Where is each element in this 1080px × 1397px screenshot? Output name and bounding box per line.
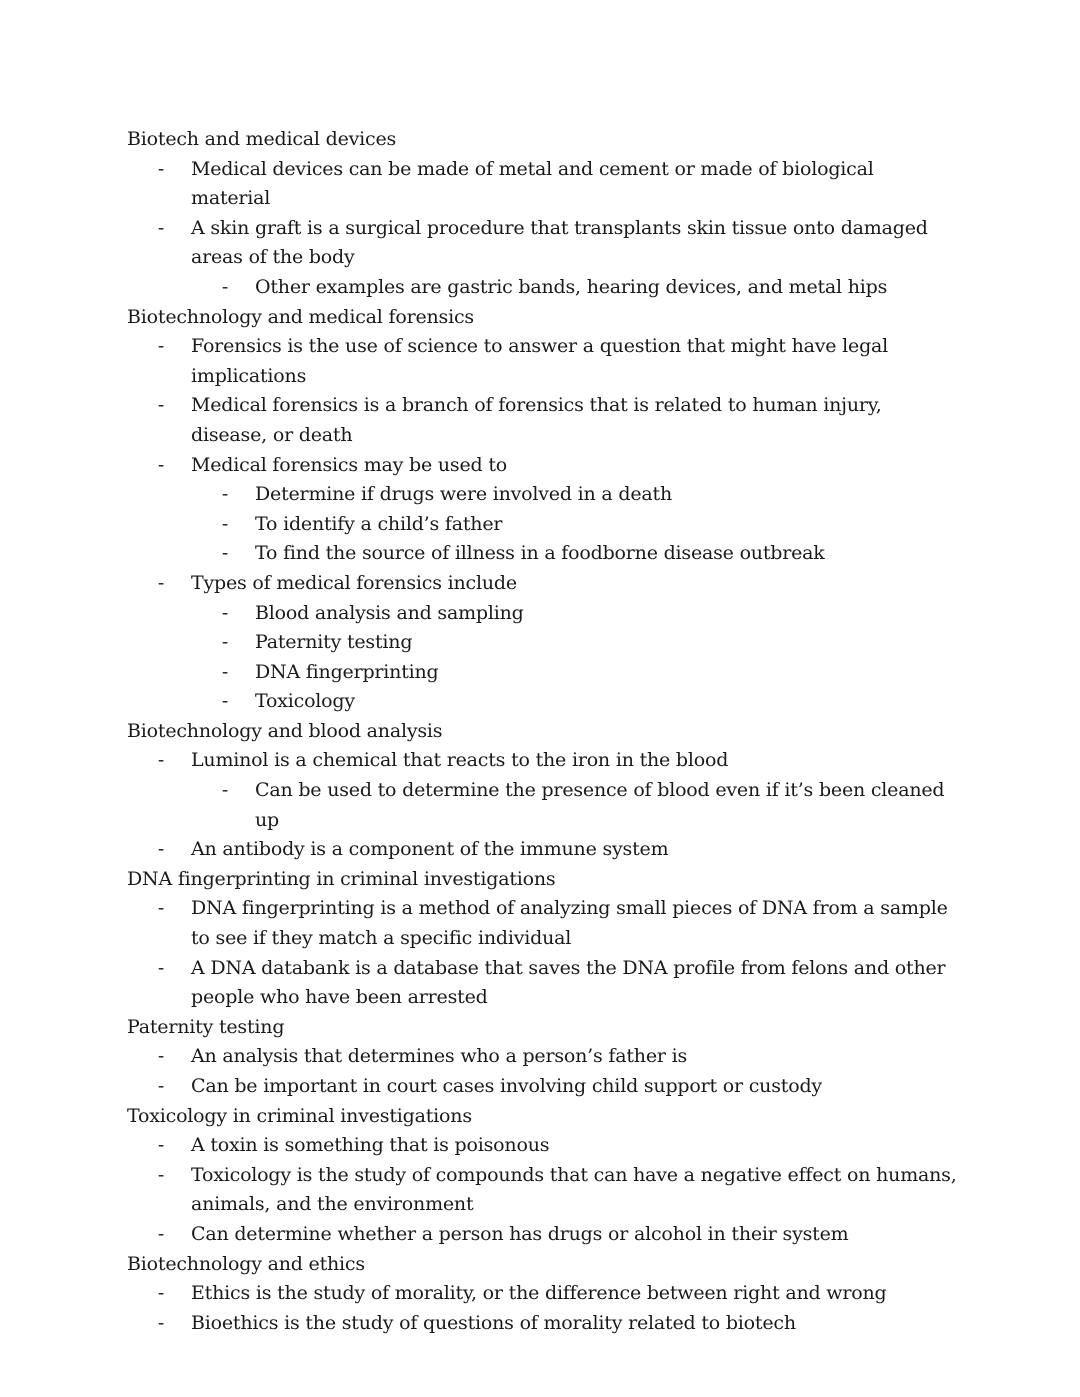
- dash-bullet-icon: -: [157, 1163, 165, 1186]
- list-item-text: Types of medical forensics include: [191, 571, 517, 594]
- list-item-text: Bioethics is the study of questions of morality related to biotech: [191, 1311, 796, 1334]
- dash-bullet-icon: -: [157, 1045, 165, 1068]
- list-item: [127, 214, 957, 303]
- dash-bullet-icon: -: [157, 897, 165, 920]
- list-item: [127, 835, 957, 865]
- sub-list-item: [191, 273, 957, 303]
- list-item-text: Medical forensics may be used to: [191, 453, 507, 476]
- list-item-text: An analysis that determines who a person’s father is: [191, 1045, 688, 1068]
- dash-bullet-icon: -: [221, 542, 229, 565]
- dash-bullet-icon: -: [157, 1282, 165, 1305]
- sub-list-item: [191, 510, 957, 540]
- sub-list-item-text: Other examples are gastric bands, hearing devices, and metal hips: [255, 275, 888, 298]
- dash-bullet-icon: -: [157, 216, 165, 239]
- sub-list-item-text: To identify a child’s father: [255, 512, 503, 535]
- sub-list-item: [191, 480, 957, 510]
- sub-list-item-text: To find the source of illness in a foodborne disease outbreak: [255, 542, 825, 565]
- dash-bullet-icon: -: [157, 1075, 165, 1097]
- dash-bullet-icon: -: [221, 512, 229, 535]
- notes-section: [127, 1102, 957, 1250]
- sub-list-item-text: DNA fingerprinting: [255, 660, 439, 683]
- dash-bullet-icon: -: [157, 335, 165, 358]
- list-item: [127, 391, 957, 450]
- sub-list-item-text: Blood analysis and sampling: [255, 601, 524, 624]
- dash-bullet-icon: -: [157, 1222, 165, 1245]
- notes-section: [127, 125, 957, 303]
- list-item: [127, 1072, 957, 1102]
- list-item: [127, 1220, 957, 1250]
- section-heading: DNA fingerprinting in criminal investigations: [127, 867, 556, 890]
- dash-bullet-icon: -: [221, 275, 229, 298]
- sub-list-item-text: Paternity testing: [255, 631, 413, 654]
- sub-list-item-text: Determine if drugs were involved in a death: [255, 483, 672, 506]
- dash-bullet-icon: -: [221, 483, 229, 506]
- sub-bullet-list: [191, 599, 957, 717]
- bullet-list: [127, 155, 957, 303]
- list-item-text: Medical devices can be made of metal and cement or made of biological material: [191, 157, 874, 210]
- list-item-text: A toxin is something that is poisonous: [191, 1134, 550, 1157]
- notes-section: [127, 865, 957, 1013]
- bullet-list: [127, 1279, 957, 1338]
- list-item: [127, 746, 957, 835]
- list-item-text: Forensics is the use of science to answer a question that might have legal implications: [191, 335, 889, 387]
- dash-bullet-icon: -: [221, 690, 229, 713]
- list-item: [127, 1161, 957, 1220]
- sub-list-item: [191, 658, 957, 688]
- sub-list-item: [191, 776, 957, 835]
- sub-list-item: [191, 628, 957, 658]
- section-heading: Toxicology in criminal investigations: [127, 1104, 472, 1127]
- notes-section: [127, 1013, 957, 1102]
- sub-bullet-list: [191, 273, 957, 303]
- list-item: [127, 1131, 957, 1161]
- section-heading: Biotechnology and blood analysis: [127, 719, 443, 742]
- section-heading: Biotechnology and medical forensics: [127, 305, 474, 328]
- sub-list-item-text: Toxicology: [255, 690, 355, 713]
- list-item-text: Toxicology is the study of compounds that can have a negative effect on humans, animals, and the environment: [191, 1163, 957, 1216]
- list-item: [127, 569, 957, 717]
- bullet-list: [127, 1131, 957, 1249]
- dash-bullet-icon: -: [221, 779, 229, 802]
- section-heading: Biotech and medical devices: [127, 128, 397, 150]
- dash-bullet-icon: -: [157, 394, 165, 417]
- list-item: [127, 1042, 957, 1072]
- section-heading: Paternity testing: [127, 1015, 285, 1038]
- dash-bullet-icon: -: [157, 157, 165, 180]
- list-item: [127, 1309, 957, 1339]
- list-item: [127, 1279, 957, 1309]
- list-item-text: Ethics is the study of morality, or the difference between right and wrong: [191, 1282, 887, 1305]
- dash-bullet-icon: -: [221, 660, 229, 683]
- list-item-text: Luminol is a chemical that reacts to the iron in the blood: [191, 749, 729, 772]
- bullet-list: [127, 894, 957, 1012]
- list-item: [127, 332, 957, 391]
- notes-section: [127, 717, 957, 865]
- list-item-text: A skin graft is a surgical procedure that transplants skin tissue onto damaged areas of the body: [191, 216, 928, 269]
- dash-bullet-icon: -: [157, 956, 165, 979]
- sub-list-item: [191, 687, 957, 717]
- dash-bullet-icon: -: [157, 571, 165, 594]
- sub-bullet-list: [191, 776, 957, 835]
- list-item-text: An antibody is a component of the immune system: [191, 838, 669, 861]
- list-item-text: Can determine whether a person has drugs or alcohol in their system: [191, 1222, 849, 1245]
- bullet-list: [127, 332, 957, 717]
- bullet-list: [127, 746, 957, 864]
- dash-bullet-icon: -: [221, 601, 229, 624]
- dash-bullet-icon: -: [157, 838, 165, 861]
- list-item-text: A DNA databank is a database that saves the DNA profile from felons and other people who have been arrested: [191, 956, 946, 1009]
- sub-list-item: [191, 539, 957, 569]
- dash-bullet-icon: -: [157, 1311, 165, 1334]
- list-item: [127, 155, 957, 214]
- list-item-text: DNA fingerprinting is a method of analyzing small pieces of DNA from a sample to see if they match a specific individual: [191, 897, 948, 950]
- sub-list-item-text: Can be used to determine the presence of blood even if it’s been cleaned up: [255, 779, 945, 831]
- dash-bullet-icon: -: [157, 749, 165, 772]
- dash-bullet-icon: -: [157, 453, 165, 476]
- notes-section: [127, 303, 957, 717]
- list-item: [127, 451, 957, 569]
- notes-section: [127, 1250, 957, 1339]
- dash-bullet-icon: -: [157, 1134, 165, 1157]
- dash-bullet-icon: -: [221, 631, 229, 654]
- bullet-list: [127, 1042, 957, 1101]
- list-item: [127, 894, 957, 953]
- section-heading: Biotechnology and ethics: [127, 1252, 365, 1275]
- sub-list-item: [191, 599, 957, 629]
- list-item-text: Can be important in court cases involving child support or custody: [191, 1075, 822, 1097]
- list-item-text: Medical forensics is a branch of forensics that is related to human injury, disease, or death: [191, 394, 882, 446]
- list-item: [127, 954, 957, 1013]
- sub-bullet-list: [191, 480, 957, 569]
- notes-document: [127, 125, 957, 1338]
